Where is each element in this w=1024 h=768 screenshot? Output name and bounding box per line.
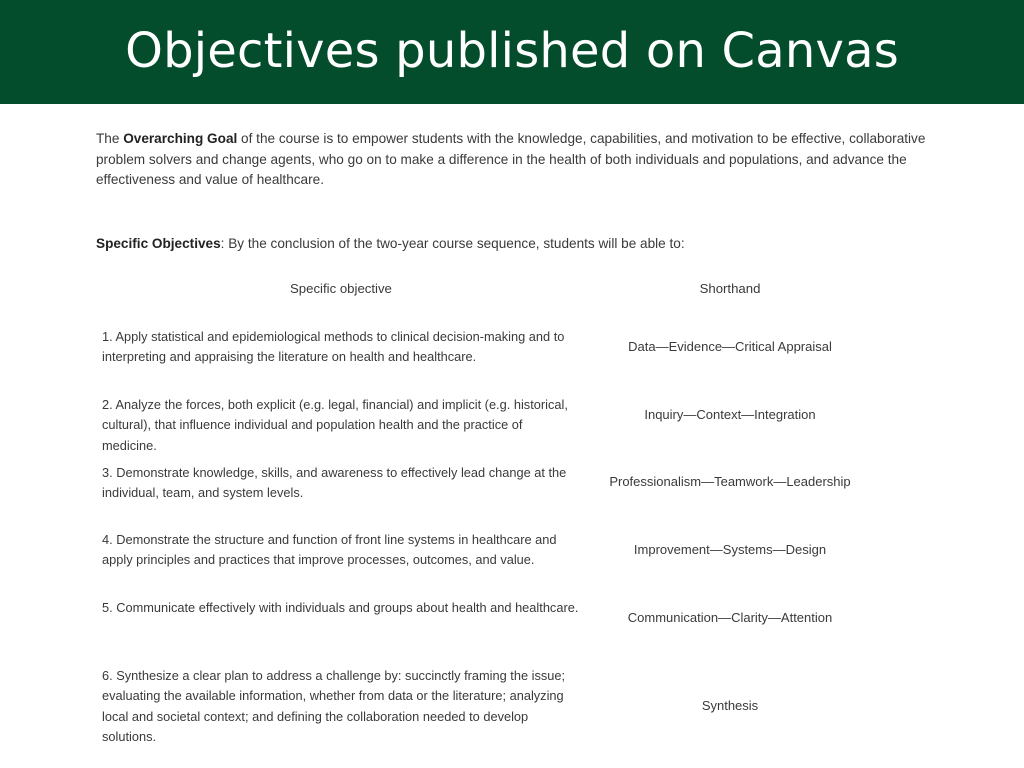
overarching-goal-paragraph [96,129,926,191]
shorthand-row-4: Improvement—Systems—Design [633,542,827,557]
shorthand-row-5: Communication—Clarity—Attention [627,610,833,625]
goal-label: Overarching Goal [123,131,238,146]
page-title: Objectives published on Canvas [125,23,899,79]
objective-row-6: 6. Synthesize a clear plan to address a challenge by: succinctly framing the issue; evaluating the available information, whether from data or the literature; analyzing local and societal context; and defining the collaboration needed to develop solutions. [102,668,566,744]
objective-row-1: 1. Apply statistical and epidemiological methods to clinical decision-making and to interpreting and appraising the literature on health and healthcare. [102,329,565,365]
goal-prefix: The [96,131,124,146]
specific-text: : By the conclusion of the two-year course sequence, students will be able to: [220,236,685,251]
specific-objectives-intro [96,234,926,254]
objective-row-2: 2. Analyze the forces, both explicit (e.g. legal, financial) and implicit (e.g. historical, cultural), that influence individual and population health and the practice of medicine. [102,397,568,453]
title-bar [0,0,1024,104]
objective-row-5: 5. Communicate effectively with individuals and groups about health and healthcare. [102,600,579,615]
objective-row-3: 3. Demonstrate knowledge, skills, and awareness to effectively lead change at the individual, team, and system levels. [102,465,567,501]
column-header-shorthand: Shorthand [699,281,761,296]
shorthand-row-2: Inquiry—Context—Integration [644,407,816,422]
shorthand-row-3: Professionalism—Teamwork—Leadership [609,474,851,489]
objective-row-4: 4. Demonstrate the structure and function of front line systems in healthcare and apply principles and practices that improve processes, outcomes, and value. [102,532,557,568]
shorthand-row-6: Synthesis [701,698,759,713]
goal-text: of the course is to empower students with the knowledge, capabilities, and motivation to be effective, collaborative problem solvers and change agents, who go on to make a difference in the health of both individuals and populations, and advance the effectiveness and value of healthcare. [96,131,926,187]
column-header-objective: Specific objective [290,281,392,296]
shorthand-row-1: Data—Evidence—Critical Appraisal [628,339,832,354]
specific-label: Specific Objectives [96,236,221,251]
